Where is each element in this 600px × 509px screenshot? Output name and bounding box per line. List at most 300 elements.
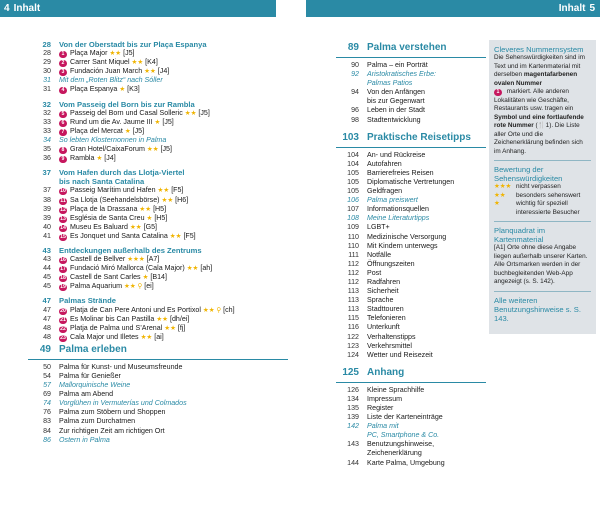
toc-entry — [336, 151, 486, 160]
entry-title: Palma mit — [367, 422, 399, 431]
page-number: 89 — [347, 42, 359, 53]
page-number: 47 — [42, 296, 51, 306]
toc-entry — [28, 49, 288, 58]
entry-title: Ostern in Palma — [59, 435, 110, 444]
page-number: 105 — [347, 187, 359, 196]
page-number: 135 — [347, 404, 359, 412]
sight-number-badge: 7 — [59, 129, 67, 136]
entry-title: Register — [367, 404, 394, 412]
rating-stars: ★ — [154, 118, 161, 126]
page-number: 74 — [43, 399, 51, 408]
page-number: 142 — [347, 422, 359, 431]
toc-entry — [336, 278, 486, 287]
map-grid-ref: [J5] — [198, 108, 210, 117]
toc-entry — [28, 214, 288, 223]
entry-title: Wetter und Reisezeit — [367, 350, 433, 359]
entry-title: Telefonieren — [367, 314, 406, 323]
numbering-text-b: magentafarbenen ovalen Nummer — [494, 71, 578, 87]
toc-entry — [28, 390, 288, 399]
rating-legend — [494, 183, 591, 217]
toc-entry — [336, 223, 486, 232]
entry-title: Plaça Major — [70, 49, 108, 58]
page-number: 94 — [351, 88, 359, 97]
entry-title: Mit Kindern unterwegs — [367, 241, 438, 250]
rating-stars: ★ — [146, 214, 153, 222]
sight-number-badge: 11 — [60, 197, 66, 204]
map-grid-ref: [J5] — [132, 126, 145, 135]
toc-entry — [28, 333, 288, 342]
entry-title: Medizinische Versorgung — [367, 232, 447, 241]
page-number: 31 — [43, 76, 51, 85]
rating-stars: ★★ — [164, 324, 176, 332]
toc-entry — [28, 58, 288, 67]
map-grid-ref: [J5] — [123, 49, 135, 58]
toc-entry — [336, 260, 486, 269]
toc-entry — [28, 154, 288, 163]
sight-number-badge: 9 — [59, 156, 67, 163]
rating-stars: ★★★ — [494, 183, 512, 190]
map-grid-ref: [fj] — [177, 323, 186, 332]
page-number: 30 — [43, 67, 51, 76]
map-grid-ref: [ai] — [154, 332, 164, 341]
page-number: 125 — [342, 366, 359, 378]
entry-title: LGBT+ — [367, 223, 390, 232]
toc-entry — [28, 118, 288, 127]
entry-title: Informationsquellen — [367, 205, 429, 214]
left-page-header — [0, 0, 276, 17]
page-number: 47 — [43, 314, 51, 323]
page-number: 134 — [347, 394, 359, 403]
toc-entry — [336, 305, 486, 314]
page-number: 110 — [347, 241, 359, 250]
page-number: 105 — [347, 177, 359, 186]
numbering-text-d: Symbol und eine fortlaufende rote Nummer — [494, 113, 584, 129]
entry-title: Rambla — [70, 154, 95, 163]
sight-number-badge: 19 — [60, 284, 66, 291]
sidebar-divider — [494, 291, 591, 292]
toc-entry — [28, 186, 288, 195]
sight-number-badge: 6 — [59, 120, 67, 127]
page-number: 39 — [43, 213, 51, 222]
toc-entry — [28, 399, 288, 408]
rating-stars: ★★ — [169, 232, 182, 240]
page-number: 112 — [347, 268, 359, 277]
page-number: 45 — [43, 282, 51, 291]
toc-entry — [336, 459, 486, 468]
chapter-heading — [28, 342, 288, 357]
map-grid-ref: [G5] — [143, 222, 157, 231]
page-number: 76 — [43, 408, 51, 417]
entry-title: So lebten Klosternonnen in Palma — [59, 135, 167, 144]
legend-sidebar — [489, 40, 596, 334]
entry-title: Castell de Bellver — [70, 255, 126, 264]
toc-entry — [336, 342, 486, 351]
page-number: 45 — [43, 273, 51, 282]
toc-entry — [28, 264, 288, 273]
entry-title: Palma für Genießer — [59, 372, 121, 380]
entry-title: Rund um die Av. Jaume III — [70, 117, 153, 126]
page-number: 43 — [42, 245, 51, 255]
page-number: 83 — [43, 417, 51, 426]
entry-title: Castell de Sant Carles — [70, 273, 141, 282]
toc-entry — [28, 145, 288, 154]
page-number: 34 — [43, 135, 51, 144]
sight-number-badge: 16 — [60, 257, 66, 264]
page-number: 40 — [43, 222, 51, 231]
page-number: 109 — [347, 223, 359, 232]
rating-stars: ★ — [124, 127, 131, 135]
sight-number-badge: 17 — [60, 266, 66, 273]
sight-number-badge: 13 — [60, 215, 66, 222]
entry-title: Entdeckungen außerhalb des Zentrums — [59, 245, 202, 255]
right-page-title: Inhalt — [558, 3, 586, 14]
entry-title: Verkehrsmittel — [367, 341, 412, 350]
rating-stars: ★★ — [144, 68, 156, 76]
entry-title: An- und Rückreise — [367, 150, 426, 159]
toc-entry — [336, 97, 486, 106]
toc-entry — [336, 386, 486, 395]
rating-stars: ★★ — [157, 187, 170, 195]
left-page-number: 4 — [4, 3, 10, 14]
sight-number-badge: 22 — [60, 325, 66, 332]
chapter-rule — [336, 382, 486, 383]
page-number: 33 — [43, 117, 51, 126]
entry-title: Stadttouren — [367, 305, 404, 314]
entry-title: Stadtentwicklung — [367, 115, 421, 124]
toc-entry — [336, 233, 486, 242]
sight-number-badge: 12 — [60, 206, 66, 213]
page-number: 39 — [43, 204, 51, 213]
page-number: 105 — [347, 168, 359, 177]
toc-entry — [336, 116, 486, 125]
map-grid-ref: [H5] — [153, 204, 167, 213]
entry-title: Radfahren — [367, 277, 401, 286]
page-number: 44 — [43, 264, 51, 273]
entry-title: Museu Es Baluard — [70, 222, 128, 231]
page-number: 49 — [39, 343, 51, 355]
chapter-title: Palma verstehen — [367, 42, 447, 53]
sight-number-badge: 8 — [59, 147, 67, 154]
toc-entry — [28, 408, 288, 417]
sidebar-more-hints: Alle weiteren Benutzungshinweise s. S. 143. — [494, 295, 581, 323]
page-number: 144 — [347, 458, 359, 467]
right-page-header — [306, 0, 600, 17]
page-number: 47 — [43, 305, 51, 314]
page-number: 32 — [42, 99, 51, 109]
toc-entry — [28, 315, 288, 324]
entry-title: Plaça del Mercat — [70, 126, 123, 135]
entry-title: Palmas Strände — [59, 296, 116, 306]
rating-stars: ★★ — [131, 59, 144, 67]
sidebar-title-grid: Planquadrat im Kartenmaterial — [494, 226, 546, 244]
map-grid-ref: [H6] — [175, 195, 189, 204]
chapter-rule — [336, 147, 486, 148]
toc-entry — [336, 431, 486, 440]
entry-title: Palma zum Durchatmen — [59, 417, 136, 426]
map-grid-ref: [A7] — [146, 255, 160, 264]
entry-title: Palmas Patios — [367, 79, 413, 88]
page-number: 32 — [43, 108, 51, 117]
toc-entry — [336, 269, 486, 278]
grid-example: [A1] — [494, 244, 506, 251]
page-number: 48 — [43, 323, 51, 332]
toc-entry — [28, 127, 288, 136]
toc-entry — [28, 205, 288, 214]
rating-stars: ★★ — [494, 191, 506, 199]
page-number: 37 — [43, 186, 51, 195]
rating-stars: ★★ ⚲ — [202, 306, 222, 314]
toc-entry — [28, 324, 288, 333]
map-grid-ref: [H5] — [154, 213, 168, 222]
entry-title: Impressum — [367, 394, 403, 403]
chapter-title: Palma erleben — [59, 343, 127, 355]
rating-stars: ★★ — [139, 205, 152, 213]
entry-title: Gran Hotel/CaixaForum — [70, 145, 145, 154]
map-grid-ref: [ei] — [144, 282, 154, 291]
toc-entry — [336, 440, 486, 449]
map-grid-ref: [dh/ei] — [170, 314, 190, 323]
entry-title: Palma – ein Porträt — [367, 61, 428, 69]
entry-title: bis nach Santa Catalina — [59, 177, 145, 187]
entry-title: Es Jonquet und Santa Catalina — [70, 231, 168, 240]
page-number: 107 — [347, 205, 359, 214]
entry-title: Verhaltenstipps — [367, 332, 416, 341]
numbering-text-c: markiert. Alle anderen Lokalitäten wie Geschäfte, Restaurants usw. tragen ein — [494, 88, 574, 112]
page-number: 103 — [342, 131, 359, 143]
toc-entry — [28, 306, 288, 315]
rating-stars: ★ — [119, 86, 126, 94]
toc-entry — [28, 436, 288, 445]
rating-stars: ★ — [494, 200, 500, 207]
page-number: 33 — [43, 126, 51, 135]
toc-entry — [336, 404, 486, 413]
section-heading — [28, 40, 288, 49]
map-grid-ref: [J5] — [162, 117, 174, 126]
toc-middle-column — [336, 40, 486, 468]
rating-label: besonders sehenswert — [516, 191, 581, 199]
toc-entry — [336, 187, 486, 196]
entry-title: Plaça de la Drassana — [70, 204, 138, 213]
page-number: 110 — [347, 232, 359, 241]
map-grid-ref: [F5] — [171, 186, 184, 195]
sight-number-badge: 3 — [59, 69, 67, 76]
page-number: 50 — [43, 362, 51, 371]
map-grid-ref: [J4] — [157, 67, 170, 76]
map-grid-ref: [F5] — [183, 231, 196, 240]
section-heading — [28, 168, 288, 177]
entry-title: Benutzungshinweise, — [367, 440, 435, 449]
entry-title: Palma zum Stöbern und Shoppen — [59, 408, 166, 417]
chapter-heading — [336, 130, 486, 145]
entry-title: Palma für Kunst- und Museumsfreunde — [59, 362, 183, 371]
toc-entry — [336, 351, 486, 360]
toc-entry — [28, 85, 288, 94]
page-number: 112 — [347, 277, 359, 286]
page-number: 111 — [348, 250, 359, 259]
rating-row — [494, 209, 591, 218]
toc-entry — [28, 363, 288, 372]
toc-entry — [336, 214, 486, 223]
entry-title: Palma am Abend — [59, 390, 114, 399]
page-number: 115 — [347, 314, 359, 323]
entry-title: Vom Hafen durch das Llotja-Viertel — [59, 168, 185, 178]
right-page-number: 5 — [589, 3, 595, 14]
map-grid-ref: [J4] — [104, 154, 116, 163]
entry-title: Karte Palma, Umgebung — [367, 458, 445, 467]
toc-entry — [336, 323, 486, 332]
chapter-title: Anhang — [367, 366, 405, 378]
rating-stars: ★★ ⚲ — [124, 283, 143, 291]
entry-title: Passeig Marítim und Hafen — [70, 186, 156, 195]
page-number: 90 — [351, 61, 359, 69]
toc-entry — [336, 88, 486, 97]
entry-title: Mit dem „Roten Blitz“ nach Sóller — [59, 76, 163, 85]
map-grid-ref: [ah] — [200, 264, 213, 273]
entry-title: Cala Major und Illetes — [70, 332, 139, 341]
page-number: 98 — [351, 115, 359, 124]
map-grid-ref: [B14] — [150, 273, 167, 282]
toc-entry — [28, 255, 288, 264]
rating-stars: ★★ — [161, 196, 174, 204]
page-number: 48 — [43, 332, 51, 341]
sight-number-badge: 18 — [60, 275, 66, 282]
page-number: 126 — [347, 385, 359, 394]
entry-title: Passeig del Born und Casal Solleric — [70, 108, 183, 117]
entry-title: Mallorquinische Weine — [59, 381, 131, 390]
page-number: 108 — [347, 214, 359, 223]
toc-entry — [336, 333, 486, 342]
page-number: 123 — [347, 341, 359, 350]
page-number: 124 — [347, 350, 359, 359]
page-number: 69 — [43, 390, 51, 399]
toc-entry — [336, 70, 486, 79]
entry-title: Liste der Karteneinträge — [367, 413, 443, 422]
page-number: 106 — [347, 196, 359, 205]
page-number: 54 — [43, 372, 51, 380]
toc-entry — [28, 223, 288, 232]
entry-title: Fundació Miró Mallorca (Cala Major) — [70, 264, 185, 273]
entry-title: Geldfragen — [367, 187, 403, 196]
page-number: 38 — [43, 195, 51, 204]
left-page-title: Inhalt — [13, 3, 41, 14]
entry-title: Von den Anfängen — [367, 88, 425, 97]
entry-title: bis zur Gegenwart — [367, 97, 425, 106]
toc-entry — [336, 106, 486, 115]
sidebar-title-rating: Bewertung der Sehenswürdigkeiten — [494, 165, 563, 183]
entry-title: Unterkunft — [367, 323, 400, 332]
toc-entry — [336, 61, 486, 70]
toc-entry — [336, 205, 486, 214]
chapter-heading — [336, 365, 486, 380]
map-grid-ref: [ch] — [223, 305, 235, 314]
sight-number-badge: 10 — [60, 188, 66, 195]
rating-stars: ★★ — [129, 223, 142, 231]
entry-title: Platja de Can Pere Antoni und Es Portixol — [70, 305, 201, 314]
numbering-text-e: (🍴1). Die Liste aller Orte und die Zeichenerklärung befinden sich im Anhang. — [494, 122, 583, 155]
sight-number-badge: 2 — [59, 60, 67, 67]
section-heading — [28, 296, 288, 305]
page-number: 113 — [347, 305, 359, 314]
sight-number-badge: 21 — [60, 316, 66, 323]
page-number: 84 — [43, 426, 51, 435]
section-heading — [28, 100, 288, 109]
rating-stars: ★★ — [109, 50, 122, 58]
toc-entry — [28, 76, 288, 85]
entry-title: Zur richtigen Zeit am richtigen Ort — [59, 426, 165, 435]
rating-stars: ★★ — [140, 333, 153, 341]
toc-entry — [28, 282, 288, 291]
page-number: 43 — [43, 255, 51, 264]
entry-title: Fundación Juan March — [70, 67, 143, 76]
entry-title: Vorglühen in Vermuterías und Colmados — [59, 399, 187, 408]
toc-entry — [336, 422, 486, 431]
entry-title: Meine Literaturtipps — [367, 214, 430, 223]
entry-title: Església de Santa Creu — [70, 213, 145, 222]
page-number: 57 — [43, 381, 51, 390]
entry-title: Sprache — [367, 296, 394, 305]
entry-title: Vom Passeig del Born bis zur Rambla — [59, 99, 195, 109]
page-number: 122 — [347, 332, 359, 341]
toc-entry — [28, 196, 288, 205]
entry-title: Palma preiswert — [367, 196, 418, 205]
entry-title: Aristokratisches Erbe: — [367, 70, 436, 79]
example-number-badge: 1 — [494, 89, 502, 96]
entry-title: Platja de Palma und S’Arenal — [70, 323, 163, 332]
page-number: 112 — [347, 259, 359, 268]
entry-title: Von der Oberstadt bis zur Plaça Espanya — [59, 40, 207, 49]
page-number: 41 — [43, 231, 51, 240]
toc-entry — [28, 372, 288, 381]
toc-entry — [336, 79, 486, 88]
page-number: 28 — [42, 40, 51, 49]
rating-label: nicht verpassen — [516, 183, 561, 190]
toc-entry — [28, 273, 288, 282]
toc-entry — [336, 395, 486, 404]
toc-entry — [336, 169, 486, 178]
rating-stars: ★★ — [146, 146, 159, 154]
rating-label: interessierte Besucher — [516, 208, 580, 216]
page-number: 104 — [347, 150, 359, 159]
page-number: 92 — [351, 70, 359, 79]
page-number: 31 — [43, 85, 51, 94]
page-number: 139 — [347, 413, 359, 422]
toc-entry — [336, 251, 486, 260]
rating-row — [494, 183, 591, 192]
entry-title: Es Molinar bis Can Pastilla — [70, 314, 155, 323]
entry-title: Post — [367, 268, 382, 277]
map-grid-ref: [K3] — [127, 85, 140, 94]
entry-title: Autofahren — [367, 159, 402, 168]
toc-entry — [336, 287, 486, 296]
entry-title: Öffnungszeiten — [367, 259, 415, 268]
toc-entry — [336, 296, 486, 305]
sidebar-divider — [494, 221, 591, 222]
sight-number-badge: 1 — [59, 51, 67, 58]
page-number: 113 — [347, 296, 359, 305]
section-heading — [28, 177, 288, 186]
rating-stars: ★★ — [156, 315, 169, 323]
entry-title: Zeichenerklärung — [367, 449, 422, 458]
rating-stars: ★★ — [186, 265, 199, 273]
toc-entry — [336, 449, 486, 458]
toc-entry — [336, 413, 486, 422]
page-number: 104 — [347, 159, 359, 168]
toc-entry — [336, 242, 486, 251]
toc-entry — [28, 427, 288, 436]
rating-stars: ★ — [142, 274, 149, 282]
toc-entry — [336, 196, 486, 205]
toc-entry — [336, 178, 486, 187]
